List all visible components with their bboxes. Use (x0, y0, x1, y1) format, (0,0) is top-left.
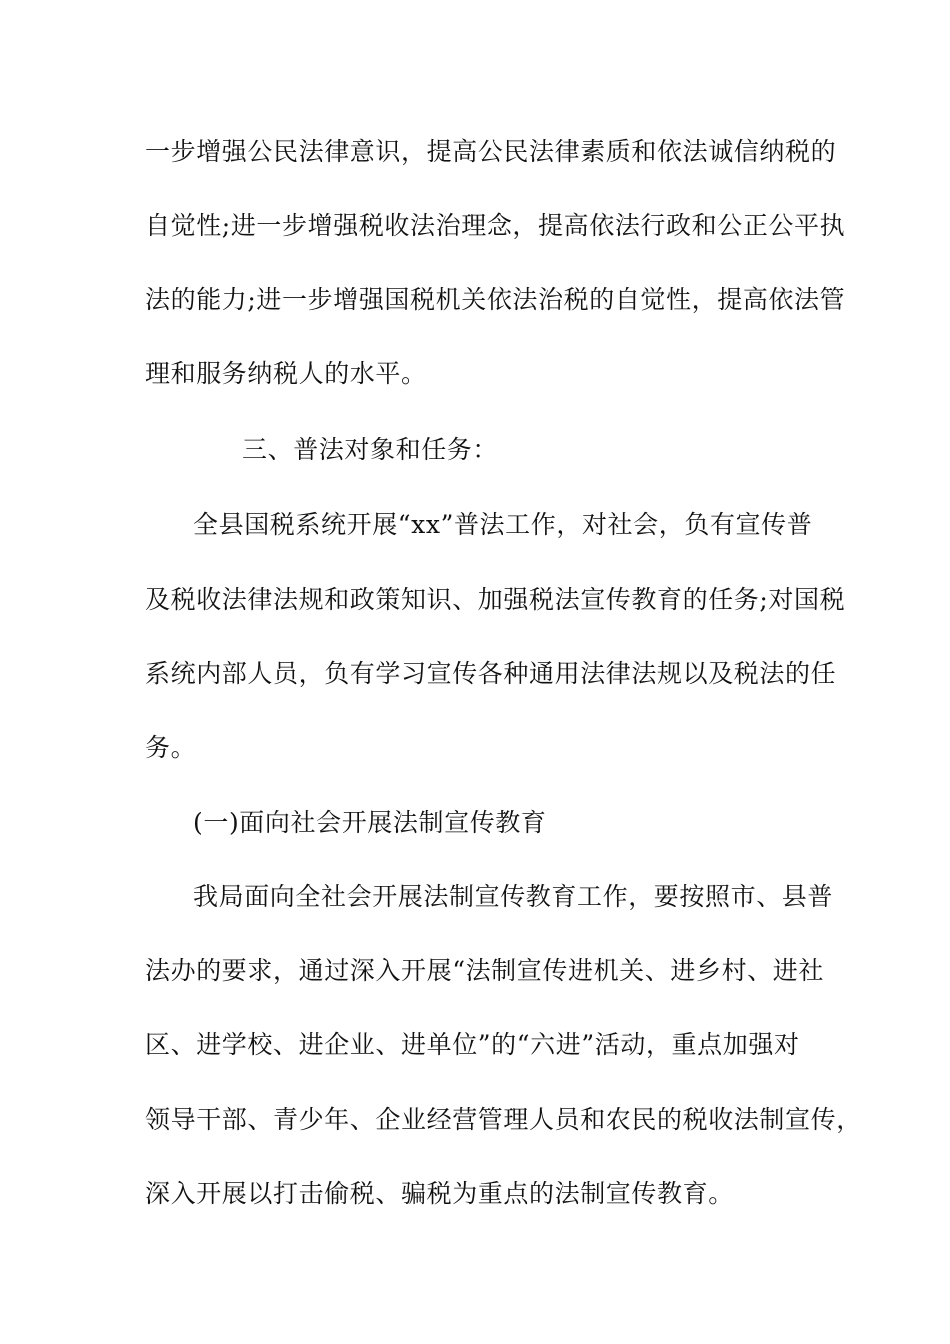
text-line: 自觉性;进一步增强税收法治理念，提高依法行政和公正公平执 (145, 211, 846, 240)
text-line: 法办的要求，通过深入开展“法制宣传进机关、进乡村、进社 (145, 956, 824, 985)
text-line: 理和服务纳税人的水平。 (145, 359, 427, 388)
text-line: 一步增强公民法律意识，提高公民法律素质和依法诚信纳税的 (145, 137, 837, 166)
text-line: 系统内部人员，负有学习宣传各种通用法律法规以及税法的任 (145, 659, 837, 688)
text-line: 法的能力;进一步增强国税机关依法治税的自觉性，提高依法管 (145, 285, 846, 314)
text-line: 区、进学校、进企业、进单位”的“六进”活动，重点加强对 (145, 1030, 800, 1059)
text-line: 及税收法律法规和政策知识、加强税法宣传教育的任务;对国税 (145, 585, 846, 614)
text-line: 深入开展以打击偷税、骗税为重点的法制宣传教育。 (145, 1179, 734, 1208)
subsection-heading: (一)面向社会开展法制宣传教育 (193, 808, 547, 837)
text-line: 全县国税系统开展“xx”普法工作，对社会，负有宣传普 (193, 510, 813, 539)
text-line: 我局面向全社会开展法制宣传教育工作，要按照市、县普 (193, 882, 834, 911)
section-heading: 三、普法对象和任务： (242, 435, 499, 464)
text-line: 务。 (145, 733, 197, 762)
text-line: 领导干部、青少年、企业经营管理人员和农民的税收法制宣传， (145, 1105, 862, 1134)
